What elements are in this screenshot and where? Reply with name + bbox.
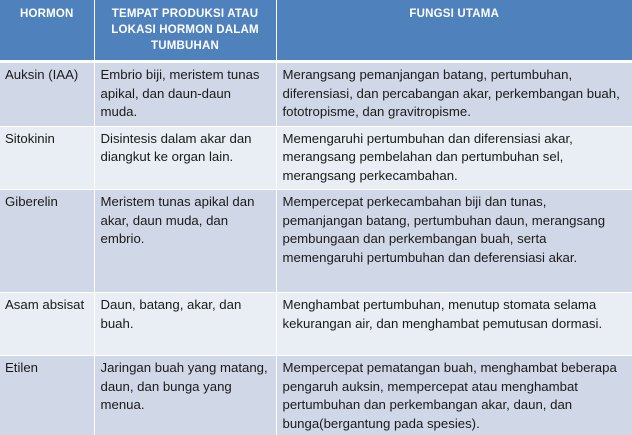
table-body	[0, 62, 632, 435]
header-tempat-produksi: TEMPAT PRODUKSI ATAU LOKASI HORMON DALAM TUMBUHAN	[94, 0, 276, 62]
header-hormon: HORMON	[0, 0, 94, 62]
cell-tempat: Embrio biji, meristem tunas apikal, dan daun-daun muda.	[94, 62, 276, 127]
header-row	[0, 0, 632, 62]
cell-fungsi: Memengaruhi pertumbuhan dan diferensiasi akar, merangsang pembelahan dan pertumbuhan sel, merangsang perkecambahan.	[276, 126, 632, 190]
cell-tempat: Daun, batang, akar, dan buah.	[94, 293, 276, 356]
table-row	[0, 126, 632, 190]
cell-hormon: Asam absisat	[0, 293, 94, 356]
table-row	[0, 356, 632, 435]
cell-hormon: Auksin (IAA)	[0, 62, 94, 127]
cell-fungsi: Mempercepat perkecambahan biji dan tunas, pemanjangan batang, pertumbuhan daun, merangsang pembungaan dan perkembangan buah, serta memengaruhi pertumbuhan dan deferensiasi akar.	[276, 190, 632, 293]
cell-hormon: Etilen	[0, 356, 94, 435]
cell-hormon: Giberelin	[0, 190, 94, 293]
cell-fungsi: Merangsang pemanjangan batang, pertumbuhan, diferensiasi, dan percabangan akar, perkembangan buah, fototropisme, dan gravitropisme.	[276, 62, 632, 127]
cell-tempat: Jaringan buah yang matang, daun, dan bunga yang menua.	[94, 356, 276, 435]
cell-tempat: Disintesis dalam akar dan diangkut ke organ lain.	[94, 126, 276, 190]
header-fungsi-utama: FUNGSI UTAMA	[276, 0, 632, 62]
table-row	[0, 293, 632, 356]
table-row	[0, 62, 632, 127]
cell-tempat: Meristem tunas apikal dan akar, daun muda, dan embrio.	[94, 190, 276, 293]
cell-fungsi: Mempercepat pematangan buah, menghambat beberapa pengaruh auksin, mempercepat atau menghambat pertumbuhan dan perkembangan akar, daun, dan bunga(bergantung pada spesies).	[276, 356, 632, 435]
table-header	[0, 0, 632, 62]
table-row	[0, 190, 632, 293]
cell-hormon: Sitokinin	[0, 126, 94, 190]
cell-fungsi: Menghambat pertumbuhan, menutup stomata selama kekurangan air, dan menghambat pemutusan dormasi.	[276, 293, 632, 356]
